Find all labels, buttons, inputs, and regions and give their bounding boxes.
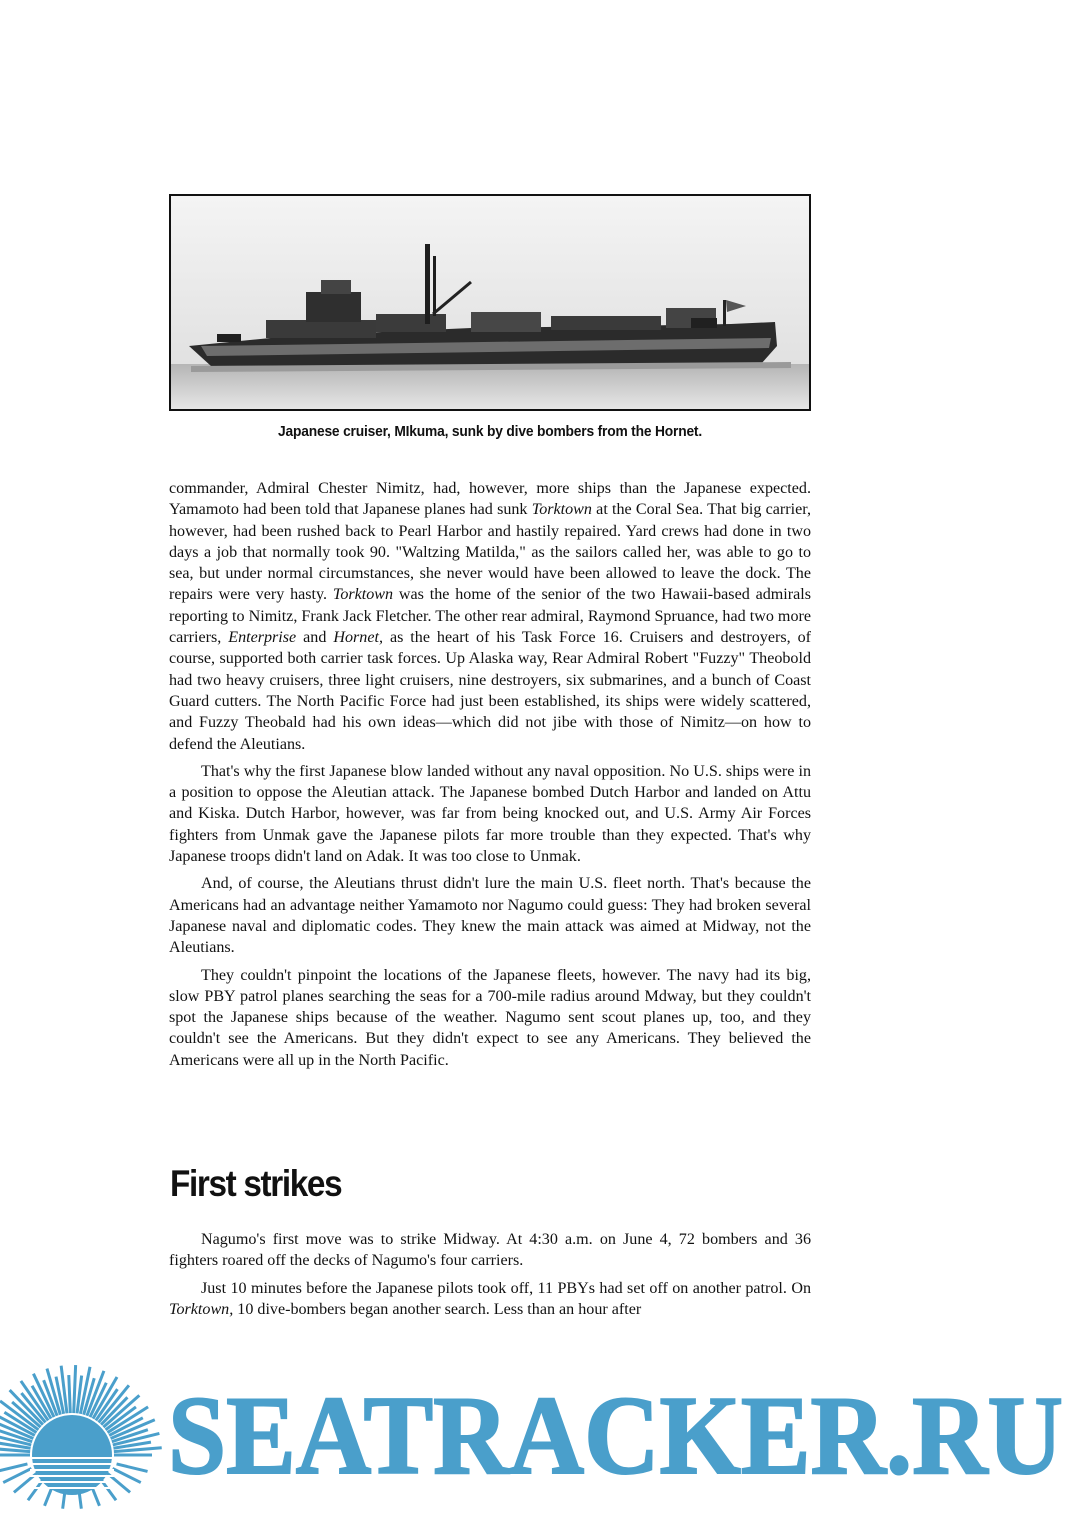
sun-burst-icon: [0, 1365, 162, 1509]
ship-name: Enterprise: [228, 629, 297, 647]
ship-name: Torktown: [531, 501, 592, 519]
ship-name: Torktown,: [169, 1300, 234, 1318]
cruiser-photo: [169, 194, 811, 411]
paragraph: That's why the first Japanese blow landed without any naval opposition. No U.S. ships were in a position to oppose the Aleutian attack. The Japanese bombed Dutch Harbor and landed on Attu and Kiska. Dutch Harbor, however, was far from being knocked out, and U.S. Army Air Forces fighters from Unmak gave the Japanese pilots far more trouble than they expected. That's why Japanese troops didn't land on Adak. It was too close to Unmak.: [169, 762, 811, 866]
ship-name: Hornet,: [333, 629, 383, 647]
paragraph: They couldn't pinpoint the locations of the Japanese fleets, however. The navy had its big, slow PBY patrol planes searching the seas for a 700-mile radius around Mdway, but they couldn't spot the Japanese ships because of the weather. Nagumo sent scout planes up, too, and they couldn't see the Americans. But they didn't expect to see any Americans. They believed the Americans were all up in the North Pacific.: [169, 966, 811, 1069]
paragraph: And, of course, the Aleutians thrust didn't lure the main U.S. fleet north. That's because the Americans had an advantage neither Yamamoto nor Nagumo could guess: They had broken several Japanese naval and diplomatic codes. They knew the main attack was aimed at Midway, not the Aleutians.: [169, 875, 811, 957]
paragraph: Nagumo's first move was to strike Midway. At 4:30 a.m. on June 4, 72 bombers and 36 fighters roared off the decks of Nagumo's four carriers.: [169, 1231, 811, 1270]
watermark-svg: [0, 1355, 1080, 1515]
cruiser-illustration: [171, 196, 809, 409]
body-text-block-1: [169, 478, 811, 1077]
figure-caption: Japanese cruiser, MIkuma, sunk by dive bombers from the Hornet.: [277, 423, 703, 440]
watermark: [0, 1355, 1080, 1515]
paragraph: commander, Admiral Chester Nimitz, had, however, more ships than the Japanese expected. Yamamoto had been told that Japanese planes had sunk Torktown at the Coral Sea. That big carrier, however, had been rushed back to Pearl Harbor and hastily repaired. Yard crews had done in two days a job that normally took 90. "Waltzing Matilda," as the sailors called her, was able to go to sea, but under normal circumstances, she never would have been allowed to leave the dock. The repairs were very hasty. Torktown was the home of the senior of the two Hawaii-based admirals reporting to Nimitz, Frank Jack Fletcher. The other rear admiral, Raymond Spruance, had two more carriers, Enterprise and Hornet, as the heart of his Task Force 16. Cruisers and destroyers, of course, supported both carrier task forces. Up Alaska way, Rear Admiral Robert "Fuzzy" Theobold had two heavy cruisers, three light cruisers, nine destroyers, six submarines, and a bunch of Coast Guard cutters. The North Pacific Force had just been established, its ships were widely scattered, and Fuzzy Theobald had his own ideas—which did not jibe with those of Nimitz—on how to defend the Aleutians.: [169, 480, 812, 753]
section-heading: First strikes: [170, 1163, 342, 1204]
paragraph: Just 10 minutes before the Japanese pilots took off, 11 PBYs had set off on another patrol. On Torktown, 10 dive-bombers began another search. Less than an hour after: [169, 1279, 811, 1318]
watermark-text: SEATRACKER.RU: [168, 1374, 1063, 1498]
body-text-block-2: [169, 1229, 811, 1326]
ship-name: Torktown: [332, 586, 394, 604]
